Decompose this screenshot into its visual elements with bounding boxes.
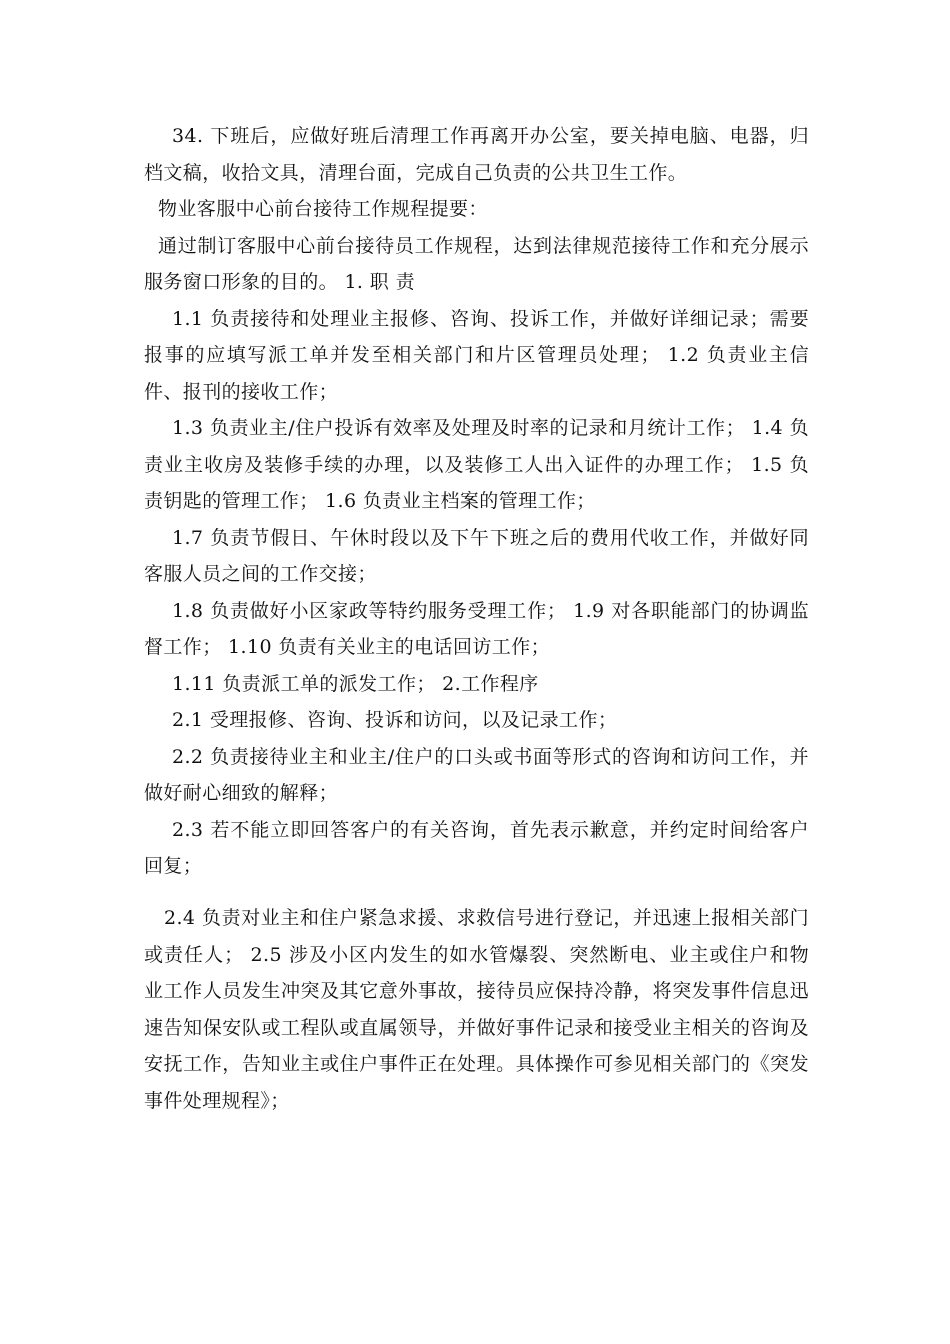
text-block-second — [144, 900, 809, 1119]
paragraph-duty-1-11: 1.11 负责派工单的派发工作； 2.工作程序 — [172, 672, 539, 695]
paragraph-duty-1-7: 1.7 负责节假日、午休时段以及下午下班之后的费用代收工作，并做好同客服人员之间的工作交接； — [144, 526, 809, 585]
paragraph-intro: 通过制订客服中心前台接待员工作规程，达到法律规范接待工作和充分展示服务窗口形象的目的。 1. 职 责 — [144, 234, 809, 293]
paragraph-duty-1-3: 1.3 负责业主/住户投诉有效率及处理及时率的记录和月统计工作； 1.4 负责业主收房及装修手续的办理，以及装修工人出入证件的办理工作； 1.5 负责钥匙的管理工作； 1.6 负责业主档案的管理工作； — [144, 417, 809, 512]
paragraph-procedure-2-3: 2.3 若不能立即回答客户的有关咨询，首先表示歉意，并约定时间给客户回复； — [144, 818, 809, 877]
paragraph-item-34: 34. 下班后，应做好班后清理工作再离开办公室，要关掉电脑、电器，归档文稿，收拾文具，清理台面，完成自己负责的公共卫生工作。 — [144, 125, 809, 184]
text-block-main — [144, 118, 809, 885]
paragraph-duty-1-1: 1.1 负责接待和处理业主报修、咨询、投诉工作，并做好详细记录；需要报事的应填写派工单并发至相关部门和片区管理员处理； 1.2 负责业主信件、报刊的接收工作； — [144, 307, 809, 403]
paragraph-procedure-2-1: 2.1 受理报修、咨询、投诉和访问，以及记录工作； — [172, 709, 618, 731]
paragraph-section-title: 物业客服中心前台接待工作规程提要： — [158, 198, 488, 220]
paragraph-procedure-2-2: 2.2 负责接待业主和业主/住户的口头或书面等形式的咨询和访问工作，并做好耐心细致的解释； — [144, 745, 809, 804]
paragraph-duty-1-8: 1.8 负责做好小区家政等特约服务受理工作； 1.9 对各职能部门的协调监督工作； 1.10 负责有关业主的电话回访工作； — [144, 599, 809, 658]
paragraph-procedure-2-4: 2.4 负责对业主和住户紧急求援、求救信号进行登记，并迅速上报相关部门或责任人； 2.5 涉及小区内发生的如水管爆裂、突然断电、业主或住户和物业工作人员发生冲突及其它意外事故，接待员应保持冷静，将突发事件信息迅速告知保安队或工程队或直属领导，并做好事件记录和接受业主相关的咨询及安抚工作，告知业主或住户事件正在处理。具体操作可参见相关部门的《突发事件处理规程》； — [144, 907, 809, 1112]
